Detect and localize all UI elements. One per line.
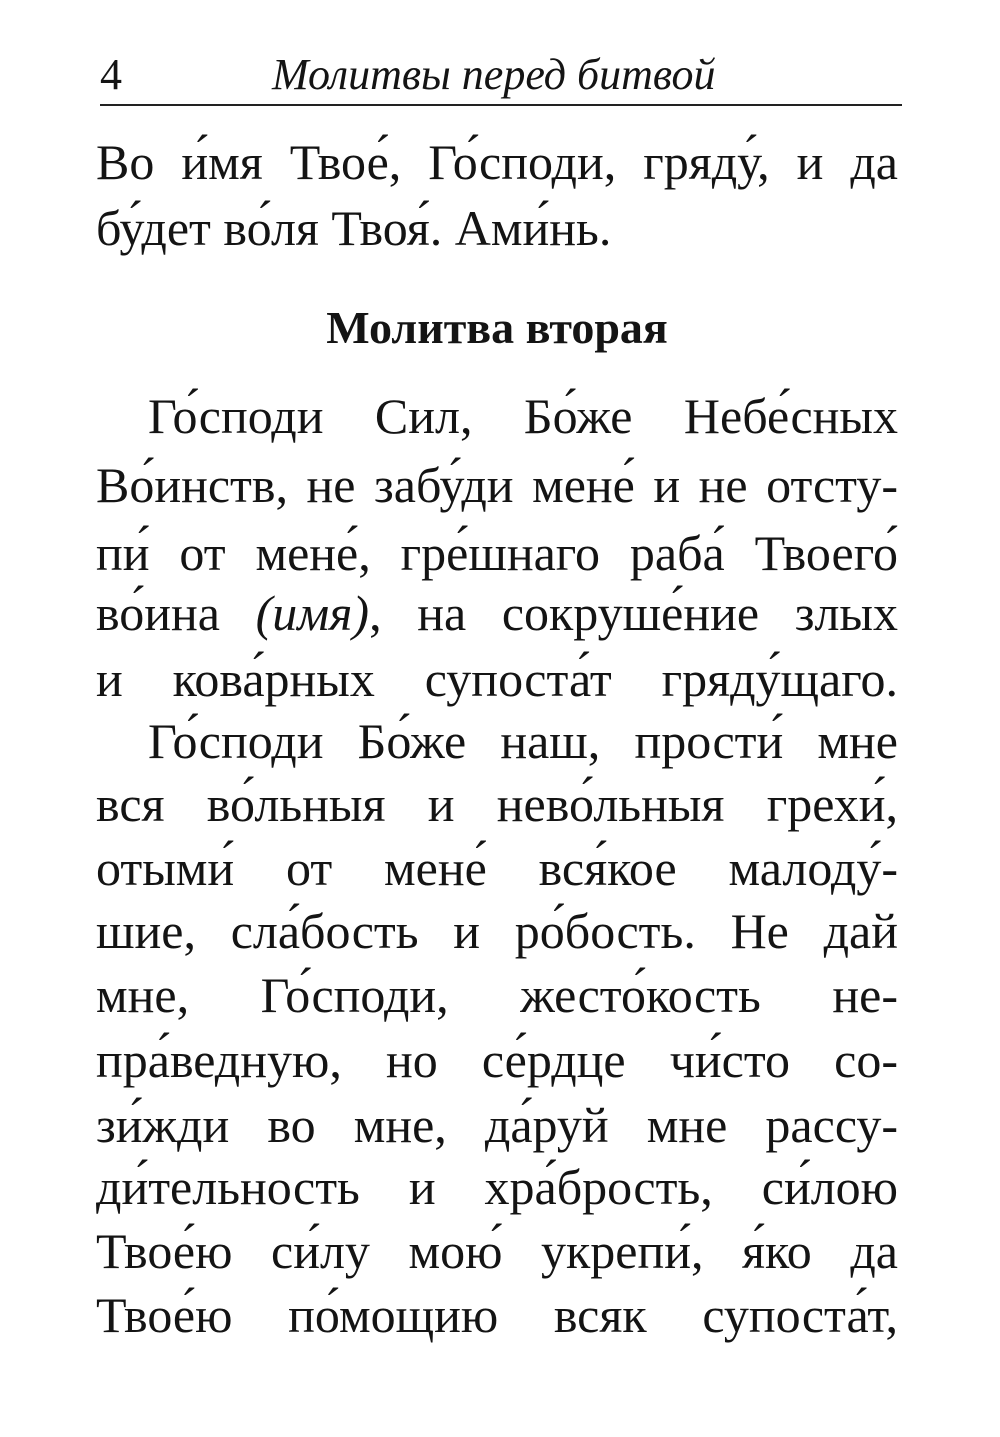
page-header xyxy=(100,48,902,106)
text-line: Во и́мя Твое́, Го́споди, гряду́, и да xyxy=(96,134,898,190)
text-line-with-note xyxy=(96,580,898,646)
page-number: 4 xyxy=(100,50,122,99)
text-line: Го́споди Сил, Бо́же Небе́сных xyxy=(148,388,898,444)
text-segment: , на сокруше́ние злых xyxy=(369,585,898,641)
text-line: Во́инств, не забу́ди мене́ и не отсту- xyxy=(96,457,898,513)
text-line: бу́дет во́ля Твоя́. Ами́нь. xyxy=(96,200,612,256)
text-segment: во́ина xyxy=(96,585,256,641)
text-line: шие, сла́бость и ро́бость. Не дай xyxy=(96,903,898,959)
text-line: вся во́льныя и нево́льныя грехи́, xyxy=(96,776,898,832)
running-title: Молитвы перед битвой xyxy=(272,50,716,99)
text-line: и кова́рных супоста́т гряду́щаго. xyxy=(96,651,898,707)
text-line: Твое́ю си́лу мою́ укрепи́, я́ко да xyxy=(96,1223,898,1279)
text-line: зи́жди во мне, да́руй мне рассу- xyxy=(96,1097,898,1153)
text-line: мне, Го́споди, жесто́кость не- xyxy=(96,967,898,1023)
text-line: ди́тельность и хра́брость, си́лою xyxy=(96,1159,898,1215)
section-heading: Молитва вторая xyxy=(326,302,668,353)
text-line: Го́споди Бо́же наш, прости́ мне xyxy=(148,713,898,769)
text-line: пи́ от мене́, гре́шнаго раба́ Твоего́ xyxy=(96,525,898,581)
name-placeholder-note: (имя) xyxy=(255,585,370,641)
text-line: Твое́ю по́мощию всяк супоста́т, xyxy=(96,1287,898,1343)
text-line: пра́ведную, но се́рдце чи́сто со- xyxy=(96,1032,898,1088)
text-line: отыми́ от мене́ вся́кое малоду́- xyxy=(96,840,898,896)
